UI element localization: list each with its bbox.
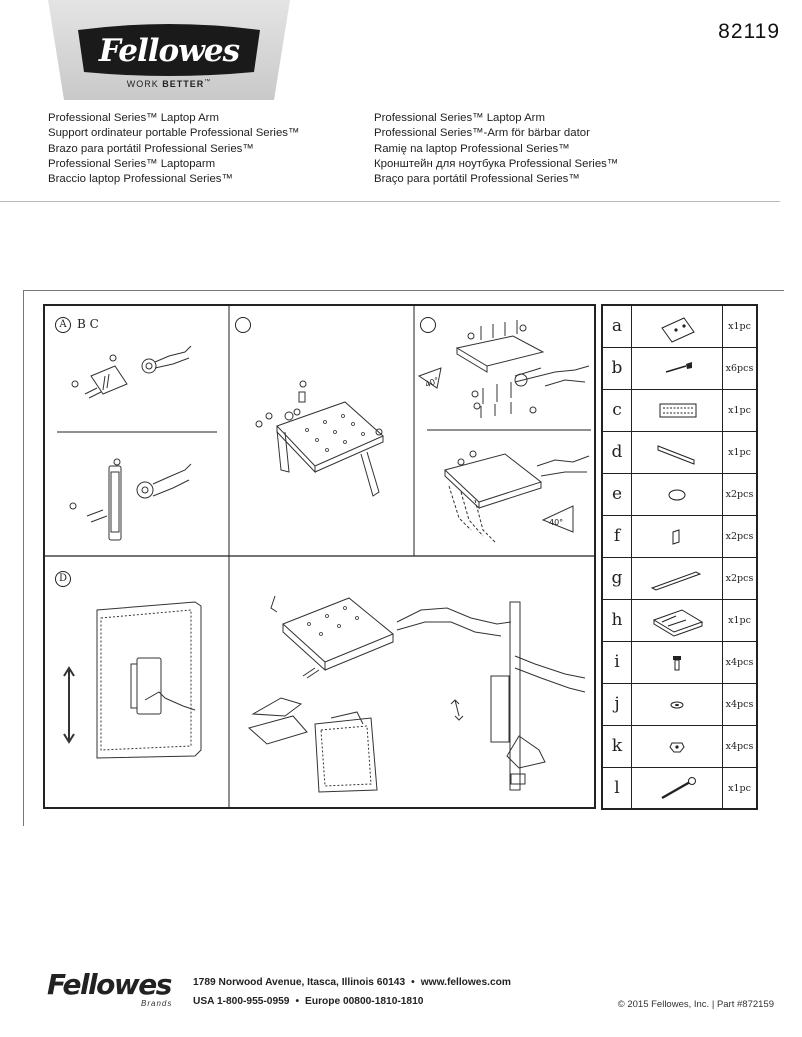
part-quantity: x6pcs — [725, 363, 754, 374]
brand-tagline: WORK BETTER™ — [126, 79, 212, 89]
title-dutch: Professional Series™ Laptop Arm — [374, 112, 545, 124]
product-titles-right — [374, 111, 618, 187]
footer-phone-europe: Europe 00800-1810-1810 — [305, 996, 424, 1007]
part-letter: j — [603, 684, 632, 725]
part-row — [603, 600, 756, 642]
screw-icon — [632, 348, 723, 389]
title-polish: Ramię na laptop Professional Series™ — [374, 142, 570, 155]
angled-plate-icon — [632, 306, 723, 347]
part-letter: l — [603, 768, 632, 809]
strip-icon — [632, 558, 723, 599]
side-rail-icon — [632, 432, 723, 473]
title-german: Professional Series™ Laptoparm — [48, 157, 216, 170]
part-letter: i — [603, 642, 632, 683]
part-quantity: x1pc — [728, 321, 751, 332]
crop-mark-vertical — [23, 290, 24, 826]
angle-label-top: 40° — [423, 375, 441, 390]
part-quantity: x2pcs — [725, 573, 754, 584]
part-quantity: x1pc — [728, 405, 751, 416]
step-a-plate-sketch — [72, 346, 191, 398]
title-spanish: Brazo para portátil Professional Series™ — [48, 142, 254, 155]
part-letter: b — [603, 348, 632, 389]
step-a-marker: A — [55, 317, 71, 333]
part-quantity: x1pc — [728, 783, 751, 794]
laptop-tray-icon — [632, 600, 723, 641]
step-d-assembly-sketch — [249, 596, 585, 792]
part-letter: g — [603, 558, 632, 599]
step-d-marker: D — [55, 571, 71, 587]
product-titles-left — [48, 111, 299, 187]
footer-contact-line-1: 1789 Norwood Avenue, Itasca, Illinois 60143 • www.fellowes.com — [193, 977, 511, 988]
part-quantity: x1pc — [728, 615, 751, 626]
brand-banner — [48, 0, 290, 100]
title-french: Support ordinateur portable Professional Series™ — [48, 127, 300, 140]
angle-label-bottom: 40° — [549, 518, 564, 527]
part-row — [603, 642, 756, 684]
part-letter: d — [603, 432, 632, 473]
title-english: Professional Series™ Laptop Arm — [48, 112, 219, 124]
nut-icon — [632, 726, 723, 767]
step-b-marker — [235, 317, 251, 333]
copyright: © 2015 Fellowes, Inc. | Part #872159 — [617, 999, 774, 1010]
mounting-bracket-icon — [632, 390, 723, 431]
round-pad-icon — [632, 474, 723, 515]
part-row — [603, 558, 756, 600]
title-russian: Кронштейн для ноутбука Professional Series™ — [374, 157, 619, 170]
part-quantity: x4pcs — [725, 741, 754, 752]
part-letter: k — [603, 726, 632, 767]
part-quantity: x2pcs — [725, 489, 754, 500]
step-c-marker — [420, 317, 436, 333]
title-swedish: Professional Series™-Arm för bärbar dator — [374, 127, 590, 140]
part-letter: a — [603, 306, 632, 347]
footer-logo: Fellowes — [47, 968, 171, 1001]
step-bc-labels: B C — [77, 317, 99, 331]
part-row — [603, 432, 756, 474]
title-portuguese: Braço para portátil Professional Series™ — [374, 173, 580, 186]
title-italian: Braccio laptop Professional Series™ — [48, 173, 233, 186]
assembly-diagram — [43, 304, 596, 809]
part-quantity: x4pcs — [725, 699, 754, 710]
part-row — [603, 306, 756, 348]
part-row — [603, 684, 756, 726]
part-row — [603, 768, 756, 810]
part-quantity: x1pc — [728, 447, 751, 458]
footer-contact-line-2: USA 1-800-955-0959 • Europe 00800-1810-1810 — [193, 996, 424, 1007]
crop-mark-horizontal — [24, 290, 784, 291]
footer-website[interactable]: www.fellowes.com — [420, 977, 511, 988]
part-row — [603, 474, 756, 516]
part-quantity: x4pcs — [725, 657, 754, 668]
step-c-exploded-sketch — [419, 320, 591, 542]
part-row — [603, 390, 756, 432]
part-row — [603, 348, 756, 390]
parts-list — [601, 304, 758, 810]
model-number: 82119 — [718, 20, 780, 43]
bolt-icon — [632, 642, 723, 683]
washer-icon — [632, 684, 723, 725]
part-row — [603, 726, 756, 768]
wrench-icon — [632, 768, 723, 809]
clip-icon — [632, 516, 723, 557]
part-letter: c — [603, 390, 632, 431]
part-letter: h — [603, 600, 632, 641]
footer-brands-label: Brands — [141, 999, 173, 1008]
header-divider — [0, 201, 780, 202]
footer-address: 1789 Norwood Avenue, Itasca, Illinois 60143 — [193, 977, 406, 988]
step-b-tray-sketch — [256, 381, 383, 496]
step-a-bracket-sketch — [70, 459, 191, 540]
part-quantity: x2pcs — [725, 531, 754, 542]
step-d-monitor-sketch — [64, 602, 201, 758]
part-row — [603, 516, 756, 558]
part-letter: e — [603, 474, 632, 515]
brand-logo: Fellowes — [98, 33, 240, 69]
part-letter: f — [603, 516, 632, 557]
footer-phone-usa: USA 1-800-955-0959 — [193, 996, 290, 1007]
